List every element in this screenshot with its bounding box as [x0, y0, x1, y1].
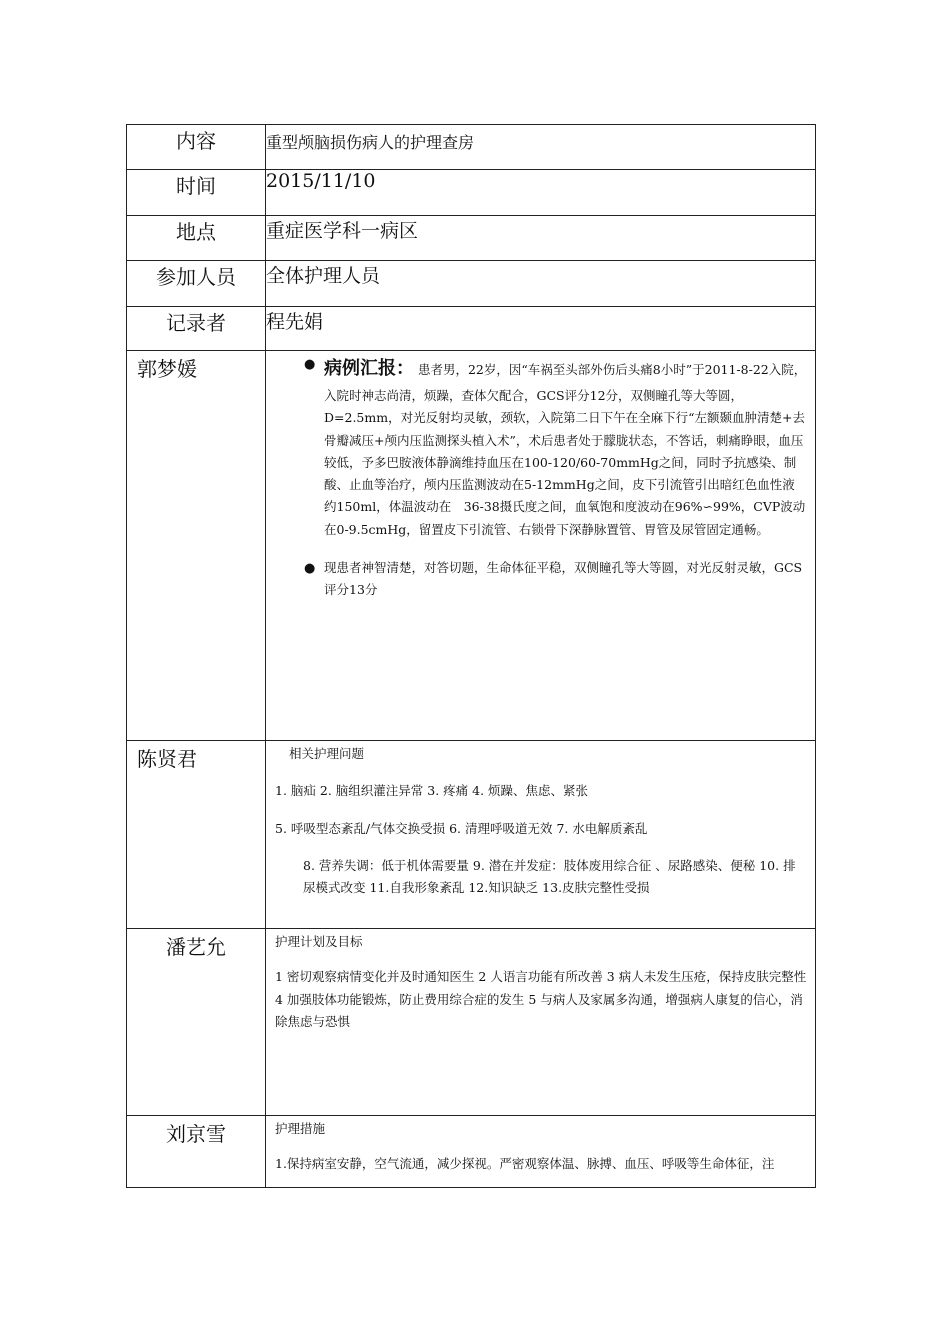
row-problems [127, 741, 816, 929]
row-place [127, 216, 816, 261]
measures-title: 护理措施 [275, 1121, 326, 1136]
speaker-plan: 潘艺允 [127, 929, 266, 1116]
row-plan [127, 929, 816, 1116]
speaker-measures: 刘京雪 [127, 1116, 266, 1188]
row-time [127, 170, 816, 216]
label-recorder: 记录者 [127, 307, 266, 351]
speaker-problems: 陈贤君 [127, 741, 266, 929]
case-report-current: 现患者神智清楚，对答切题，生命体征平稳，双侧瞳孔等大等圆，对光反射灵敏，GCS评分13分 [324, 559, 803, 598]
problems-line-1: 1. 脑疝 2. 脑组织灌注异常 3. 疼痛 4. 烦躁、焦虑、紧张 [275, 783, 589, 799]
bullet-icon: ● [304, 560, 316, 576]
row-case-report [127, 351, 816, 741]
case-report-heading: 病例汇报： [324, 358, 414, 379]
plan-cell [266, 929, 816, 1116]
label-content: 内容 [127, 125, 266, 170]
label-attendees: 参加人员 [127, 261, 266, 307]
value-recorder: 程先娟 [266, 307, 816, 351]
measures-cell [266, 1116, 816, 1188]
problems-line-2: 5. 呼吸型态紊乱/气体交换受损 6. 清理呼吸道无效 7. 水电解质紊乱 [275, 820, 648, 836]
list-item [266, 557, 809, 602]
row-recorder [127, 307, 816, 351]
label-time: 时间 [127, 170, 266, 216]
label-place: 地点 [127, 216, 266, 261]
problems-line-3: 8. 营养失调：低于机体需要量 9. 潜在并发症：肢体废用综合征 、尿路感染、便秘 10. 排尿模式改变 11.自我形象紊乱 12.知识缺乏 13.皮肤完整性受损 [303, 857, 796, 895]
bullet-icon: ● [304, 357, 316, 372]
row-measures [127, 1116, 816, 1188]
problems-cell [266, 741, 816, 929]
value-content: 重型颅脑损伤病人的护理查房 [266, 125, 816, 170]
speaker-case-report: 郭梦媛 [127, 351, 266, 741]
measures-body: 1.保持病室安静，空气流通，减少探视。严密观察体温、脉搏、血压、呼吸等生命体征，注 [275, 1156, 775, 1172]
value-attendees: 全体护理人员 [266, 261, 816, 307]
list-item [266, 353, 809, 541]
rounds-record-table [126, 124, 816, 1188]
row-content [127, 125, 816, 170]
case-report-cell [266, 351, 816, 741]
plan-title: 护理计划及目标 [275, 934, 363, 949]
case-report-body: 患者男，22岁，因“车祸至头部外伤后头痛8小时”于2011-8-22入院，入院时神志尚清，烦躁，查体欠配合，GCS评分12分，双侧瞳孔等大等圆，D=2.5mm，对光反射均灵敏，颈软，入院第二日下午在全麻下行“左额颞血肿清楚+去骨瓣减压+颅内压监测探头植入术”，术后患者处于朦胧状态，不答话，刺痛睁眼，血压较低，予多巴胺液体静滴维持血压在100-120/60-70mmHg之间，同时予抗感染、制酸、止血等治疗，颅内压监测波动在5-12mmHg之间，皮下引流管引出暗红色血性液约150ml，体温波动在 36-38摄氏度之间，血氧饱和度波动在96%∽99%，CVP波动在0-9.5cmHg，留置皮下引流管、右锁骨下深静脉置管、胃管及尿管固定通畅。 [324, 362, 807, 537]
value-place: 重症医学科一病区 [266, 216, 816, 261]
problems-title: 相关护理问题 [289, 746, 365, 761]
case-report-list [266, 353, 809, 601]
row-attendees [127, 261, 816, 307]
plan-body: 1 密切观察病情变化并及时通知医生 2 人语言功能有所改善 3 病人未发生压疮，保持皮肤完整性 4 加强肢体功能锻炼，防止费用综合症的发生 5 与病人及家属多沟通，增强病人康复的信心，消除焦虑与恐惧 [275, 969, 807, 1029]
value-time: 2015/11/10 [266, 170, 816, 216]
